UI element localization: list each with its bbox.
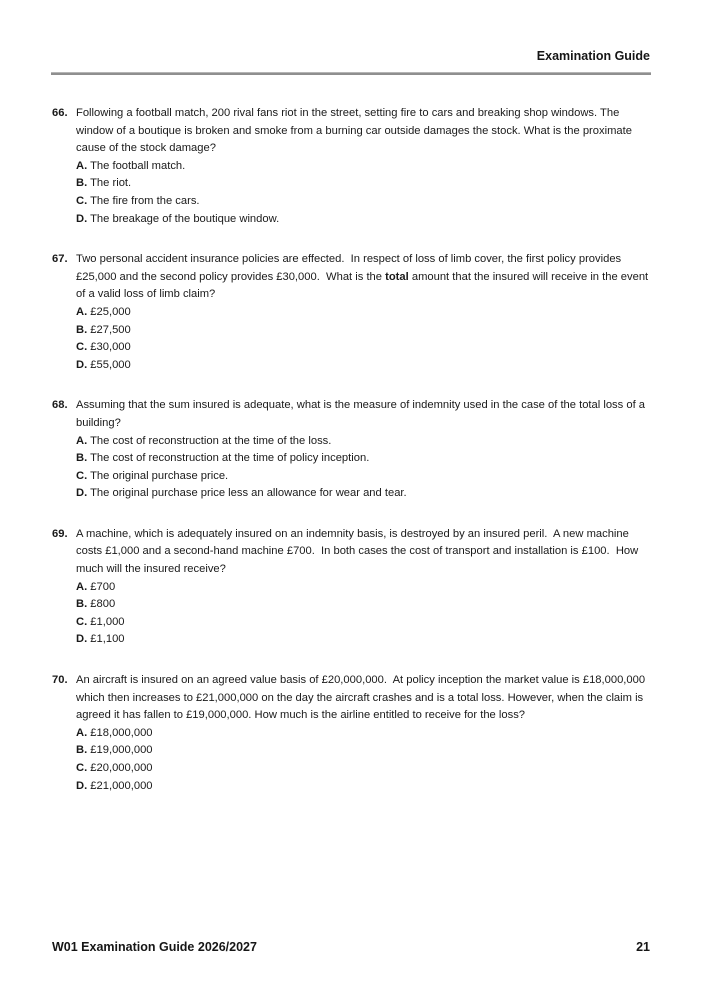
footer-page-number: 21: [636, 940, 650, 954]
option-text: £25,000: [90, 305, 131, 318]
option-letter: A.: [76, 580, 88, 593]
answer-option: [76, 468, 650, 486]
question-stem: Two personal accident insurance policies are effected. In respect of loss of limb cover, the first policy provides £25,000 and the second policy provides £30,000. What is the total amount that the insured will receive in the event of a valid loss of limb claim?: [76, 253, 652, 301]
option-letter: A.: [76, 305, 88, 318]
question-stem: A machine, which is adequately insured on an indemnity basis, is destroyed by an insured peril. A new machine costs £1,000 and a second-hand machine £700. In both cases the cost of transport and installation is £100. How much will the insured receive?: [76, 527, 642, 576]
footer-document-title: W01 Examination Guide 2026/2027: [52, 940, 257, 954]
question-block: [52, 397, 650, 503]
question-block: [52, 251, 650, 374]
answer-option: [76, 158, 650, 176]
answer-option: [76, 211, 650, 229]
option-text: £1,000: [90, 615, 125, 628]
question-number: 69.: [52, 527, 68, 540]
option-letter: D.: [76, 212, 88, 225]
option-text: The cost of reconstruction at the time of the loss.: [90, 434, 332, 447]
answer-option: [76, 485, 650, 503]
answer-option: [76, 193, 650, 211]
option-text: £55,000: [90, 358, 131, 371]
answer-option: [76, 760, 650, 778]
answer-option: [76, 322, 650, 340]
question-number: 66.: [52, 107, 68, 119]
question-stem: Assuming that the sum insured is adequate, what is the measure of indemnity used in the case of the total loss of a building?: [76, 399, 649, 429]
option-letter: A.: [76, 726, 88, 739]
option-letter: A.: [76, 434, 88, 447]
option-text: £19,000,000: [90, 744, 153, 757]
question-number: 67.: [52, 253, 68, 266]
question-block: [52, 672, 650, 795]
answer-option: [76, 725, 650, 743]
option-text: £20,000,000: [90, 762, 153, 774]
option-text: The breakage of the boutique window.: [90, 212, 280, 225]
option-text: The cost of reconstruction at the time of policy inception.: [90, 452, 370, 465]
question-stem: Following a football match, 200 rival fans riot in the street, setting fire to cars and breaking shop windows. The window of a boutique is broken and smoke from a burning car outside damages the stock. What is the proximate cause of the stock damage?: [76, 107, 636, 155]
question-body: [76, 105, 650, 228]
option-letter: C.: [76, 194, 88, 207]
answer-option: [76, 614, 650, 632]
answer-option: [76, 778, 650, 796]
option-letter: C.: [76, 341, 88, 354]
answer-option: [76, 357, 650, 375]
option-letter: B.: [76, 744, 88, 757]
option-letter: C.: [76, 762, 88, 774]
option-letter: C.: [76, 615, 88, 628]
question-stem: An aircraft is insured on an agreed value basis of £20,000,000. At policy inception the market value is £18,000,000 which then increases to £21,000,000 on the day the aircraft crashes and is a total loss. However, when the claim is agreed it has fallen to £19,000,000. How much is the airline entitled to receive for the loss?: [76, 674, 649, 722]
option-text: The original purchase price.: [90, 469, 229, 482]
option-letter: A.: [76, 159, 88, 172]
option-text: The original purchase price less an allowance for wear and tear.: [90, 487, 407, 500]
questions-list: [52, 105, 650, 818]
option-text: £21,000,000: [90, 779, 153, 792]
option-text: £30,000: [90, 341, 131, 354]
answer-option: [76, 596, 650, 614]
option-letter: B.: [76, 452, 88, 465]
option-text: £700: [90, 580, 116, 593]
option-text: £1,100: [90, 633, 125, 646]
option-text: £800: [90, 598, 116, 611]
question-block: [52, 105, 650, 228]
answer-option: [76, 742, 650, 760]
option-letter: D.: [76, 487, 88, 500]
question-number: 68.: [52, 399, 68, 412]
option-letter: D.: [76, 633, 88, 646]
option-letter: B.: [76, 598, 88, 611]
answer-option: [76, 304, 650, 322]
question-body: [76, 526, 650, 649]
option-letter: B.: [76, 177, 88, 190]
option-letter: D.: [76, 358, 88, 371]
answer-option: [76, 339, 650, 357]
option-text: The football match.: [90, 159, 186, 172]
answer-option: [76, 433, 650, 451]
option-text: £27,500: [90, 323, 131, 336]
question-block: [52, 526, 650, 649]
header-rule: [51, 72, 651, 75]
option-letter: C.: [76, 469, 88, 482]
answer-option: [76, 450, 650, 468]
question-body: [76, 251, 650, 374]
question-body: [76, 672, 650, 795]
option-letter: D.: [76, 779, 88, 792]
page-footer: [52, 940, 650, 954]
header-title: Examination Guide: [536, 49, 650, 63]
option-text: £18,000,000: [90, 726, 153, 739]
answer-option: [76, 631, 650, 649]
question-body: [76, 397, 650, 503]
answer-option: [76, 175, 650, 193]
question-number: 70.: [52, 674, 68, 687]
option-letter: B.: [76, 323, 88, 336]
option-text: The riot.: [90, 177, 132, 190]
answer-option: [76, 579, 650, 597]
option-text: The fire from the cars.: [90, 194, 200, 207]
page-header: [52, 49, 650, 64]
